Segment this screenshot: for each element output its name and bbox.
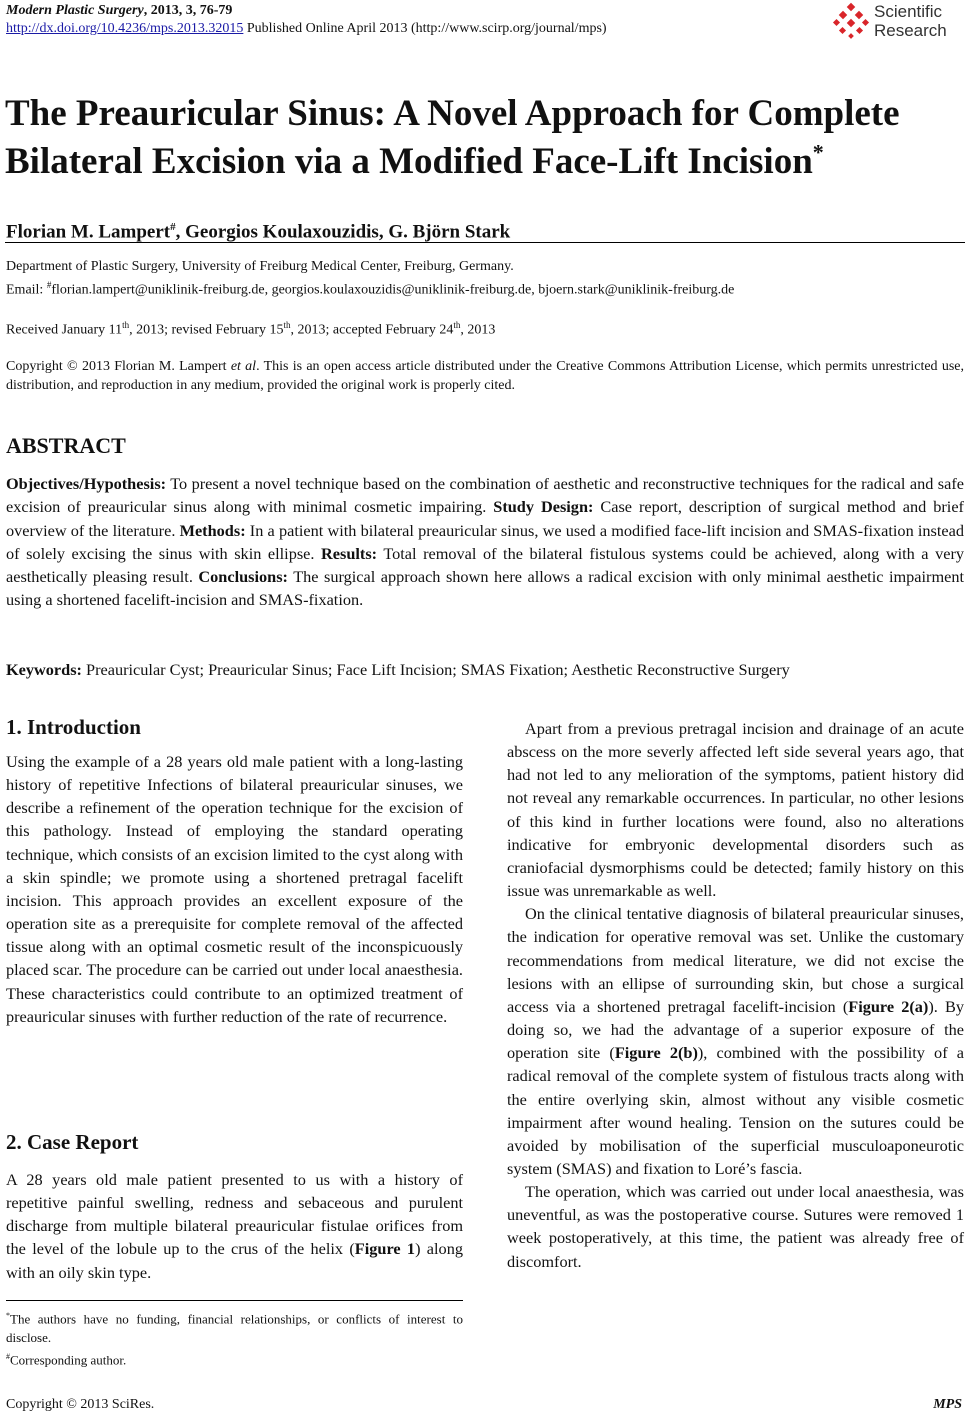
section-1-body (6, 750, 463, 1028)
email-line (6, 276, 734, 300)
paragraph-text: ). By doing so, we had the advantage of a superior exposure of the operation site ( (507, 996, 965, 1063)
footnote-1 (6, 1306, 463, 1347)
paragraph-text: ) along with an oily skin type. (6, 1239, 463, 1282)
author-1: Florian M. Lampert (6, 221, 171, 243)
other-authors: , Georgios Koulaxouzidis, G. Björn Stark (175, 221, 511, 243)
affiliation: Department of Plastic Surgery, University of Freiburg Medical Center, Freiburg, Germany. (6, 259, 514, 274)
copyright-holder: Copyright © 2013 Florian M. Lampert (6, 359, 231, 374)
title-footnote-mark: * (812, 139, 824, 165)
received-date: Received January 11 (6, 322, 123, 338)
journal-name: Modern Plastic Surgery (6, 3, 144, 18)
abstract-body (6, 472, 964, 612)
objectives-text: To present a novel technique based on the combination of aesthetic and reconstructive techniques for the radical and safe excision of preauricular sinus along with minimal cosmetic impairing. (6, 474, 964, 517)
results-text: Total removal of the bilateral fistulous systems could be achieved, along with a very aesthetically pleasing result. (6, 543, 965, 587)
footnote-mark: # (6, 1352, 10, 1362)
right-column (507, 717, 964, 1273)
study-design-label: Study Design: (493, 497, 594, 517)
figure-2a-ref[interactable]: Figure 2(a) (848, 996, 929, 1016)
logo-line-1: Scientific (874, 2, 943, 21)
footnotes (6, 1306, 463, 1370)
paragraph: Using the example of a 28 years old male patient with a long-lasting history of repetitive Infections of bilateral preauricular sinuses, we describe a refinement of the operation technique for the excision of this pathology. Instead of employing the standard operating technique, which consists of an excision limited to the cyst along with a skin spindle; we promote using a shortened pretragal facelift incision. This approach provides an excellent exposure of the operation site as a prerequisite for complete removal of the affected tissue along with an optimal cosmetic result of the inconspicuously placed scar. The procedure can be carried out under local anaesthesia. These characteristics could contribute to an optimized treatment of preauricular sinuses with further reduction of the rate of recurrence. (6, 752, 463, 1026)
objectives-label: Objectives/Hypothesis: (6, 474, 167, 493)
logo-mark-icon (832, 2, 872, 42)
journal-volume: , 2013, 3, 76-79 (143, 3, 233, 18)
paragraph-text: A 28 years old male patient presented to us with a history of repetitive painful swelling, redness and sebaceous and purulent discharge from multiple bilateral preauricular fistulae orifices from the level of the lobule up to the crus of the helix ( (6, 1170, 463, 1259)
title-line-2-text: Bilateral Excision via a Modified Face-Lift Incision (5, 141, 813, 182)
footer-copyright: Copyright © 2013 SciRes. (6, 1397, 155, 1412)
copyright-notice (6, 357, 964, 395)
email-mark: # (46, 280, 52, 290)
paragraph-text: On the clinical tentative diagnosis of bilateral preauricular sinuses, the indication for operative removal was set. Unlike the customary recommendations from medical literature, we did not excise the lesions with an ellipse of surrounding skin, but chose a surgical access via a shortened pretragal facelift-incision ( (507, 904, 964, 1016)
ordinal-suffix: th (453, 320, 461, 330)
methods-label: Methods: (179, 520, 246, 540)
conclusions-label: Conclusions: (198, 567, 288, 587)
doi-link[interactable]: http://dx.doi.org/10.4236/mps.2013.32015 (6, 21, 244, 36)
et-al: et al (230, 359, 257, 374)
paragraph (507, 902, 964, 1180)
paper-title (5, 90, 963, 186)
results-label: Results: (321, 543, 378, 563)
section-2-heading: 2. Case Report (6, 1130, 139, 1154)
abstract-heading: ABSTRACT (6, 433, 126, 458)
logo-line-2: Research (874, 21, 947, 40)
keywords-text: Preauricular Cyst; Preauricular Sinus; Face Lift Incision; SMAS Fixation; Aesthetic Reconstructive Surgery (81, 660, 790, 679)
footnote-mark: * (6, 1311, 10, 1320)
study-design-text: Case report, description of surgical method and brief overview of the literature. (6, 497, 964, 540)
paragraph: Apart from a previous pretragal incision and drainage of an acute abscess on the more severly affected left side several years ago, that had not led to any melioration of the symptoms, patient history did not reveal any remarkable occurrences. In particular, no other lesions of this kind in further locations were found, also no alterations indicative for embryonic developmental disorders such as craniofacial dysmorphisms could be detected; family history on this issue was unremarkable as well. (507, 719, 964, 901)
journal-citation (6, 2, 232, 20)
title-line-1: The Preauricular Sinus: A Novel Approach for Complete (5, 93, 900, 134)
title-line-2 (5, 138, 963, 186)
figure-1-ref[interactable]: Figure 1 (354, 1239, 416, 1259)
paragraph: The operation, which was carried out under local anaesthesia, was uneventful, as was the postoperative course. Sutures were removed 1 week postoperatively, at this time, the patient was already free of discomfort. (507, 1182, 964, 1271)
keywords-label: Keywords: (6, 660, 82, 679)
footnote-text: Corresponding author. (10, 1352, 127, 1368)
doi-line (6, 20, 607, 38)
footer-journal-abbrev: MPS (933, 1397, 962, 1412)
accepted-date: , 2013; accepted February 24 (290, 322, 454, 338)
author-list (6, 215, 510, 244)
dates-line (6, 316, 495, 340)
paragraph-text: ), combined with the possibility of a radical removal of the complete system of fistulous tracts along with the entire overlying skin, almost without any visible cosmetic impairment after wound healing. Tension on the sutures could be avoided by mobilisation of the superficial musculoaponeurotic system (SMAS) and fixation to Loré’s fascia. (507, 1043, 965, 1178)
scientific-research-logo (832, 2, 962, 42)
methods-text: In a patient with bilateral preauricular sinus, we used a modified face-lift incision and SMAS-fixation instead of solely excising the sinus with skin ellipse. (6, 520, 965, 563)
footnote-divider (6, 1300, 463, 1301)
license-text: . This is an open access article distributed under the Creative Commons Attribution License, which permits unrestricted use, distribution, and reproduction in any medium, provided the original work is properly cited. (6, 359, 964, 393)
figure-2b-ref[interactable]: Figure 2(b) (614, 1043, 698, 1063)
section-1-heading: 1. Introduction (6, 715, 141, 739)
email-addresses[interactable]: florian.lampert@uniklinik-freiburg.de, georgios.koulaxouzidis@uniklinik-freiburg.de, bjoern.stark@uniklinik-freiburg.de (51, 282, 735, 298)
divider (5, 242, 965, 243)
paragraph (6, 1168, 463, 1284)
logo-wordmark (874, 2, 947, 40)
footnote-text: The authors have no funding, financial relationships, or conflicts of interest to disclose. (6, 1311, 463, 1346)
revised-date: , 2013; revised February 15 (129, 322, 284, 338)
keywords-line (6, 658, 790, 681)
published-note: Published Online April 2013 (http://www.scirp.org/journal/mps) (243, 21, 607, 36)
email-label: Email: (6, 282, 47, 298)
conclusions-text: The surgical approach shown here allows a radical excision with only minimal aesthetic impairment using a shortened facelift-incision and SMAS-fixation. (6, 567, 965, 610)
section-2-body (6, 1168, 463, 1284)
corresponding-mark: # (170, 221, 176, 233)
ordinal-suffix: th (283, 320, 291, 330)
footnote-2 (6, 1347, 463, 1369)
ordinal-suffix: th (122, 320, 130, 330)
year: , 2013 (460, 322, 496, 338)
